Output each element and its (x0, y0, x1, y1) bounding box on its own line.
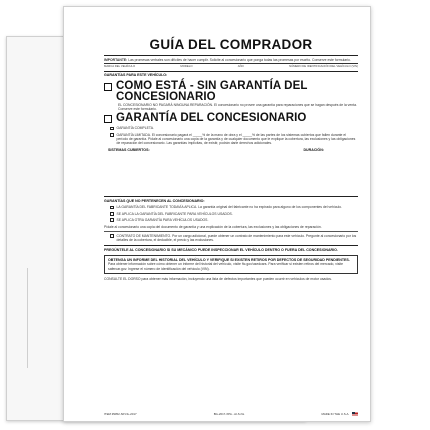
item-number: ITEM #9052-SP-NL-2017 (104, 411, 137, 416)
non-dealer-item[interactable] (104, 205, 358, 209)
as-is-label-line1: COMO ESTÁ - SIN GARANTÍA DEL (116, 79, 308, 92)
inspection-notice: PREGÚNTELE AL CONCESIONARIO SI SU MECÁNICO PUEDE INSPECCIONAR EL VEHÍCULO DENTRO O FUERA DEL CONCESIONARIO. (104, 247, 338, 252)
history-heading: OBTENGA UN INFORME DEL HISTORIAL DEL VEHÍCULO Y VERIFIQUE SI EXISTEN RETIROS POR DEFECTOS DE SEGURIDAD PENDIENTES. (108, 258, 350, 263)
history-box (104, 255, 358, 274)
back-note (104, 277, 358, 281)
divider (104, 71, 358, 72)
non-dealer-item-text: SE APLICA LA GARANTÍA DEL FABRICANTE PARA VEHÍCULOS USADOS. (116, 211, 233, 216)
make-field-label: MARCA DEL VEHÍCULO (104, 63, 136, 68)
form-title: GUÍA DEL COMPRADOR (149, 37, 313, 52)
year-field-label: AÑO (237, 63, 244, 68)
service-contract-checkbox[interactable] (110, 234, 114, 238)
made-in-usa-text: MADE IN THE U.S.A. (321, 411, 350, 416)
rear-sheet-edge (6, 268, 28, 368)
dealer-warranty-label: GARANTÍA DEL CONCESIONARIO (116, 112, 307, 125)
service-contract-text: CONTRATO DE MANTENIMIENTO. Por un cargo adicional, puede obtener un contrato de mantenimiento para este vehículo. Pregunte al concesionario por los detalles de la cobertura, el deducible, el precio y las exclusiones. (116, 233, 357, 242)
as-is-label-line2: CONCESIONARIO (116, 90, 216, 103)
dealer-warranty-option[interactable] (104, 113, 358, 124)
limited-warranty-text: GARANTÍA LIMITADA. El concesionario pagará el _____% de la mano de obra y el _____% de las partes de los sistemas cubiertos que fallen durante el período de garantía. Pídale al concesionario una copia de la garantía y de cualquier documento que le explique la cobertura, las exclusiones y las obligaciones de reparación del concesionario. Las garantías implícitas, de existir, podrán darle derechos adicionales. (116, 132, 356, 146)
copy-request-text: Pídale al concesionario una copia del documento de garantía y una explicación de la cobertura, las exclusiones y las obligaciones de reparación. (104, 225, 322, 230)
made-in-usa (321, 412, 358, 416)
history-fine-print: Para obtener información sobre cómo obtener un informe del historial del vehículo, visite ftc.gov/usedcars. Para verificar si existen retiros del mercado, visite safercar.gov. Ingrese el número de identificación del vehículo (VIN). (108, 262, 344, 271)
form-footer (104, 412, 358, 416)
full-warranty-option[interactable] (104, 126, 358, 130)
full-warranty-label: GARANTÍA COMPLETA. (116, 126, 154, 131)
systems-covered-label: SISTEMAS CUBIERTOS: (108, 148, 150, 153)
non-dealer-checkbox[interactable] (110, 206, 114, 210)
buyers-guide-form (63, 6, 371, 422)
non-dealer-item-text: LA GARANTÍA DEL FABRICANTE TODAVÍA APLICA. La garantía original del fabricante no ha expirado para alguno de los componentes del vehículo. (116, 205, 342, 210)
as-is-checkbox[interactable] (104, 83, 112, 91)
as-is-option[interactable] (104, 81, 358, 103)
non-dealer-header: GARANTÍAS QUE NO PERTENECEN AL CONCESIONARIO: (104, 199, 205, 204)
as-is-fine-print: EL CONCESIONARIO NO PAGARÁ NINGUNA REPARACIÓN. El concesionario no provee una garantía para reparaciones que se hagan después de la venta. Conserve este formulario. (118, 102, 357, 111)
back-note-text: CONSULTE EL DORSO para obtener más información, incluyendo una lista de defectos importantes que pueden ocurrir en vehículos de motor usados. (104, 277, 332, 282)
warranties-header: GARANTÍAS PARA ESTE VEHÍCULO: (104, 73, 168, 78)
us-flag-icon (352, 412, 358, 416)
non-dealer-checkbox[interactable] (110, 218, 114, 222)
vehicle-fields (104, 64, 358, 68)
divider (104, 245, 358, 246)
divider (104, 231, 358, 232)
service-contract-option[interactable] (104, 234, 358, 243)
divider (104, 196, 358, 197)
dealer-warranty-checkbox[interactable] (104, 115, 112, 123)
important-text: Las promesas verbales son difíciles de hacer cumplir. Solicite al concesionario que ponga todas las promesas por escrito. Conserve este formulario. (128, 57, 351, 62)
form-code: BG-2017-XPA - AI-S-NL (213, 411, 245, 416)
non-dealer-item[interactable] (104, 212, 358, 216)
non-dealer-item[interactable] (104, 218, 358, 222)
important-note (104, 58, 358, 62)
blank-area (104, 153, 358, 195)
duration-label: DURACIÓN: (303, 148, 324, 153)
full-warranty-checkbox[interactable] (110, 127, 114, 131)
non-dealer-checkbox[interactable] (110, 212, 114, 216)
divider (104, 55, 358, 56)
model-field-label: MODELO (180, 63, 193, 68)
limited-warranty-option[interactable] (104, 133, 358, 146)
non-dealer-item-text: SE APLICA OTRA GARANTÍA PARA VEHÍCULOS USADOS. (116, 217, 209, 222)
important-label: IMPORTANTE: (104, 57, 128, 62)
vin-field-label: NÚMERO DE IDENTIFICACIÓN DEL VEHÍCULO (VIN) (289, 63, 358, 68)
limited-warranty-checkbox[interactable] (110, 133, 114, 137)
